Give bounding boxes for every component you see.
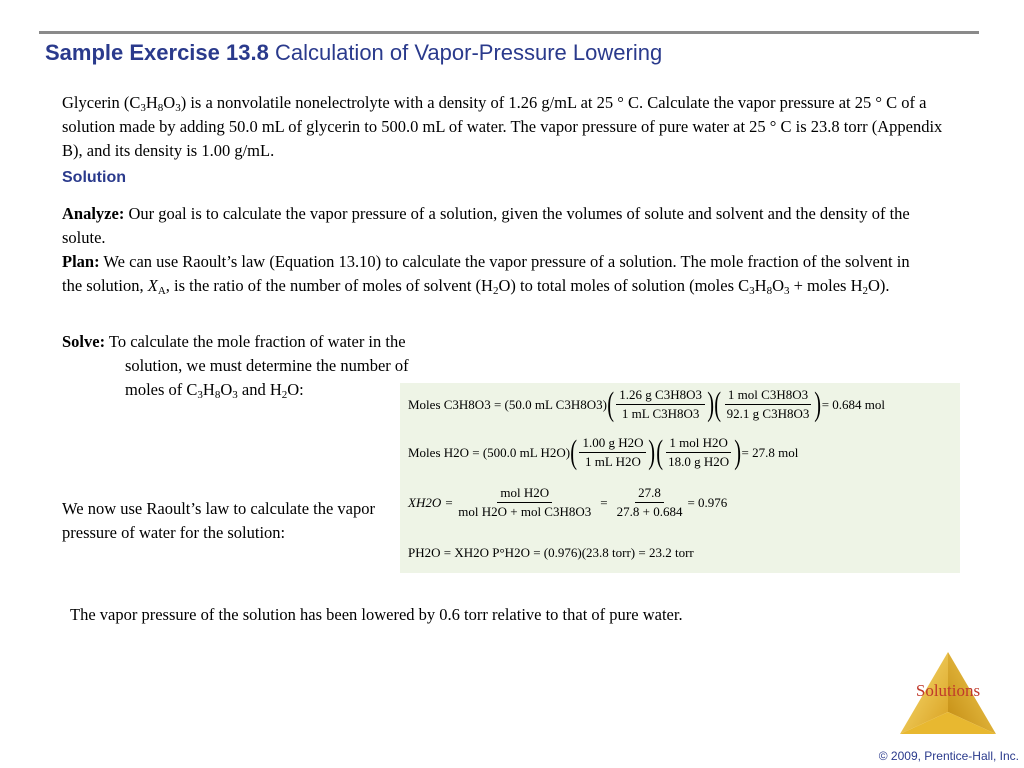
solve-text-5: O: [287,380,304,399]
conclusion: The vapor pressure of the solution has been lowered by 0.6 torr relative to that of pure water. [70,605,683,624]
eq3-result: = 0.976 [687,494,728,510]
eq4-text: PH2O = XH2O P°H2O = (0.976)(23.8 torr) = 23.2 torr [408,545,694,560]
eq1-f2-den: 92.1 g C3H8O3 [726,406,810,421]
eq1-f1-num: 1.26 g C3H8O3 [616,387,705,405]
plan-text: We can use Raoult’s law (Equation 13.10) to calculate the vapor pressure of a solution. The mole fraction of the solvent in the solution, [62,252,910,295]
plan-text-3: O) to total moles of solution (moles C [498,276,750,295]
problem-text-start: Glycerin (C [62,93,141,112]
title-exercise-number: Sample Exercise 13.8 [45,40,269,65]
page-title [45,40,985,66]
eq3-lhs: XH2O = [408,494,454,510]
equation-moles-glycerin: Moles C3H8O3 = (50.0 mL C3H8O3) ( $\frac{\text{1.26 g C3H8O3}}{\text{1 mL C3H8O3}}$ ) ( $\frac{\text{1 mol C3H8O3}}{\text{92.1 g C3H8O3}}$ ) = 0.684 mol [408,385,885,423]
eq2-f1-den: 1 mL H2O [585,454,641,469]
solve-text-1: To calculate the mole fraction of water in the [108,332,406,351]
analyze-label: Analyze: [62,204,125,223]
eq2-f2-num: 1 mol H2O [666,435,731,453]
eq3-f2-num: 27.8 [635,485,664,503]
copyright: © 2009, Prentice-Hall, Inc. [878,749,1019,763]
eq2-fraction-density [579,435,646,470]
plan-text-5: O). [868,276,890,295]
eq2-lhs: Moles H2O = (500.0 mL H2O) [408,444,571,460]
equation-moles-water: Moles H2O = (500.0 mL H2O) ( $\frac{\text{1.00 g H2O}}{\text{1 mL H2O}}$ ) ( $\frac{\text{1 mol H2O}}{\text{18.0 g H2O}}$ ) = 27.8 mol [408,433,799,471]
eq2-result: = 27.8 mol [741,444,799,460]
eq3-fraction-symbolic [455,485,594,520]
solution-heading: Solution [62,169,126,186]
raoult-intro: We now use Raoult’s law to calculate the vapor pressure of water for the solution: [62,499,375,542]
plan-text-2: , is the ratio of the number of moles of solvent (H [165,276,493,295]
equation-mole-fraction [408,485,727,520]
title-topic: Calculation of Vapor-Pressure Lowering [274,40,663,65]
eq3-f1-den: mol H2O + mol C3H8O3 [458,504,592,519]
eq1-result: = 0.684 mol [821,396,885,412]
plan-text-4: + moles H [789,276,863,295]
solve-text-2: solution, we must determine the number of [125,356,409,375]
eq1-lhs: Moles C3H8O3 = (50.0 mL C3H8O3) [408,396,607,412]
eq1-f2-num: 1 mol C3H8O3 [725,387,811,405]
solve-text-3: moles of C [125,380,198,399]
equation-raoult [408,545,694,561]
problem-statement: Glycerin $(C_3H_8O_3)$ is a nonvolatile nonelectrolyte with a density of 1.26 g/mL at 25 ° C. Calculate the vapor pressure at 25 ° C of a solution made by adding 50.0 mL of glycerin to 500.0 mL of water. The vapor pressure of pure water at 25 ° C is 23.8 torr (Appendix B), and its density is 1.00 g/mL. [62,93,943,160]
topic-label: Solutions [915,681,981,700]
analyze-plan-block: Analyze: Our goal is to calculate the vapor pressure of a solution, given the volumes of solute and solvent and the density of the solute. Plan: We can use Raoult’s law (Equation 13.10) to calculate the vapor pressure of a solution. The mole fraction of the solvent in the solution, $X_A$, is the ratio of the number of moles of solvent $(H_2O)$ to total moles of solution (moles $C_3H_8O_3$ + moles $H_2O$). [62,204,910,297]
eq3-fraction-numeric [614,485,686,520]
eq3-equals: = [600,494,608,510]
eq2-fraction-molar-mass [665,435,732,470]
solve-text-4: and H [237,380,282,399]
eq1-fraction-molar-mass [724,387,813,422]
eq2-f1-num: 1.00 g H2O [579,435,646,453]
problem-text-rest: ) is a nonvolatile nonelectrolyte with a density of 1.26 g/mL at 25 ° C. Calculate the vapor pressure at 25 ° C of a solution made by adding 50.0 mL of glycerin to 500.0 mL of water. The vapor pressure of pure water at 25 ° C is 23.8 torr (Appendix B), and its density is 1.00 g/mL. [62,93,943,160]
solve-label: Solve: [62,332,106,351]
eq3-f1-num: mol H2O [497,485,552,503]
title-rule [39,31,979,34]
equation-panel [400,383,960,573]
eq2-f2-den: 18.0 g H2O [668,454,730,469]
solve-text-3-line: moles of $C_3H_8O_3$ and $H_2O$: [125,380,304,401]
analyze-text: Our goal is to calculate the vapor pressure of a solution, given the volumes of solute and solvent and the density of the solute. [62,204,910,247]
eq1-fraction-density [616,387,705,422]
plan-label: Plan: [62,252,100,271]
eq1-f1-den: 1 mL C3H8O3 [621,406,700,421]
eq3-f2-den: 27.8 + 0.684 [616,504,683,519]
